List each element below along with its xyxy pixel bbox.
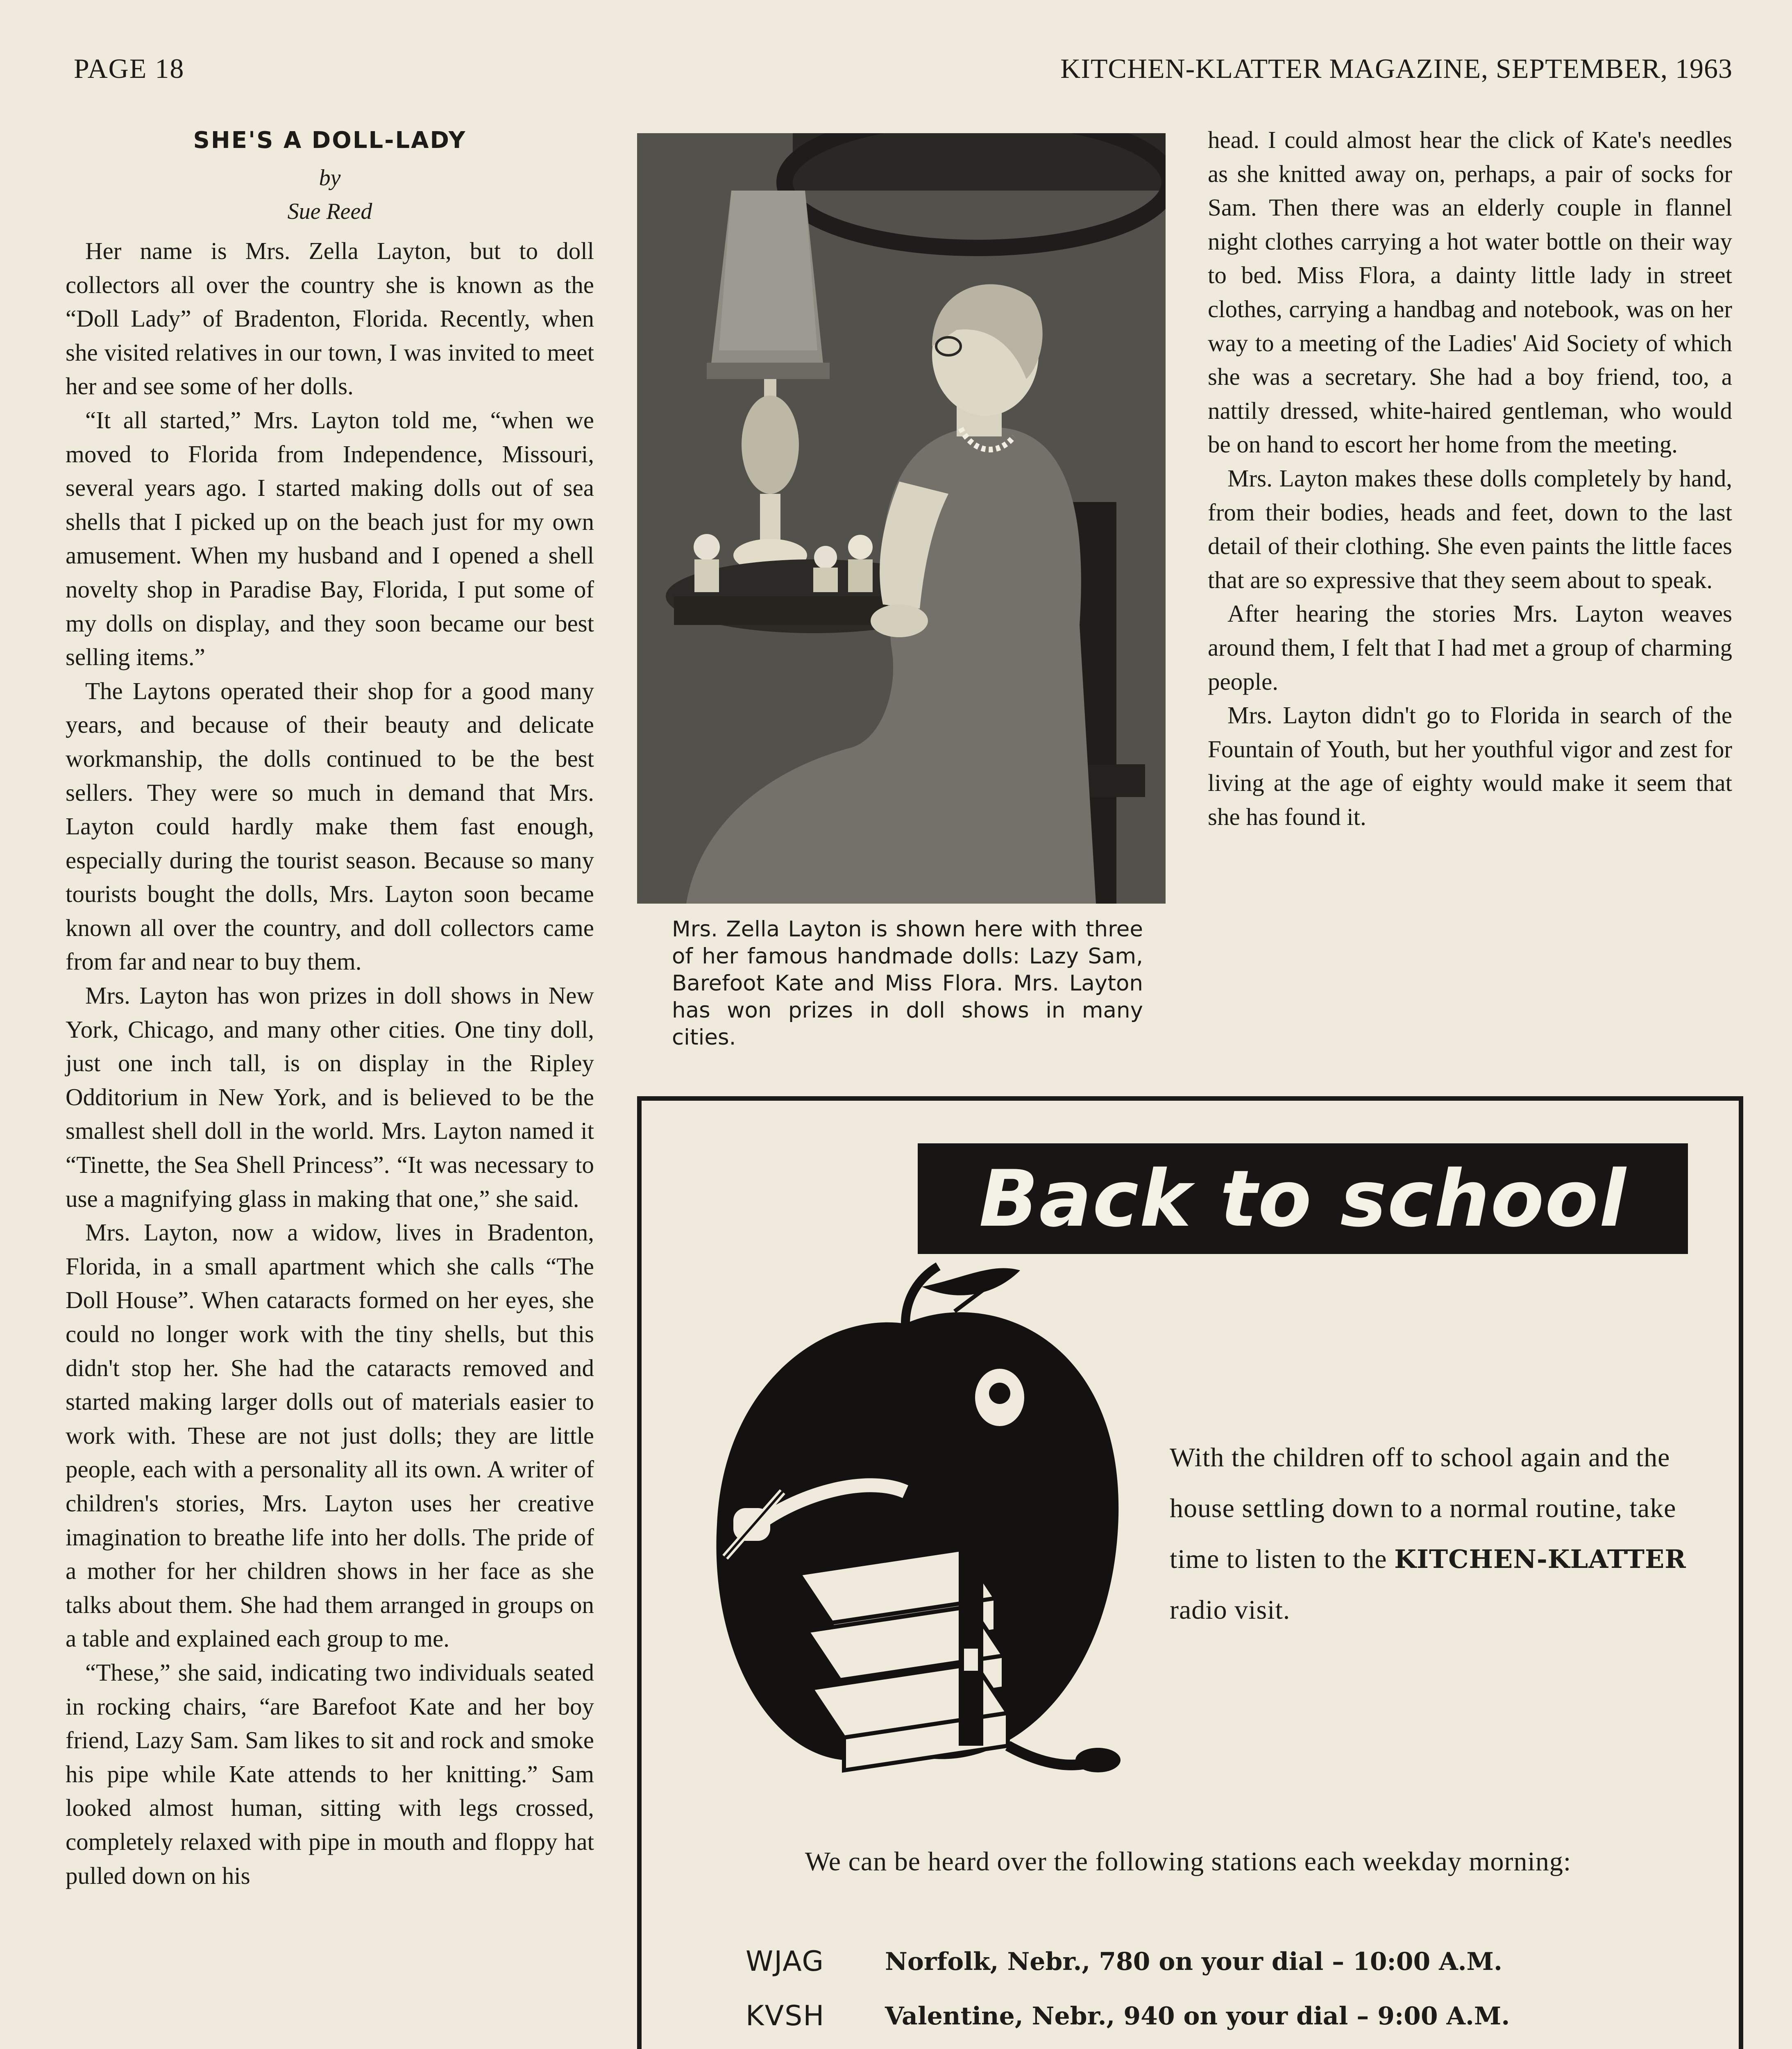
article-paragraph: Mrs. Layton has won prizes in doll shows in New York, Chicago, and many other cities. One tiny doll, just one inch tall, is on display in the Ripley Odditorium in New York, and is believed to be the smallest shell doll in the world. Mrs. Layton named it “Tinette, the Sea Shell Princess”. “It was necessary to use a magnifying glass in making that one,” she said. (66, 982, 594, 1212)
back-to-school-title: Back to school (979, 1153, 1627, 1244)
ad-intro-before: With the children off to school again and the house settling down to a normal routine, take time to listen to the (1170, 1442, 1676, 1574)
station-row (746, 1989, 1647, 2043)
article-paragraph: Mrs. Layton, now a widow, lives in Bradenton, Florida, in a small apartment which she calls “The Doll House”. When cataracts formed on her eyes, she could no longer work with the tiny shells, but this didn't stop her. She had the cataracts removed and started making larger dolls out of materials easier to work with. These are not just dolls; they are little people, each with a personality all its own. A writer of children's stories, Mrs. Layton uses her creative imagination to breathe life into her dolls. The pride of a mother for her children shows in her face as she talks about them. She had them arranged in groups on a table and explained each group to me. (66, 1219, 594, 1652)
ad-intro-after: radio visit. (1170, 1595, 1291, 1625)
article-paragraph: After hearing the stories Mrs. Layton weaves around them, I felt that I had met a group of charming people. (1208, 600, 1732, 695)
article-paragraph: “It all started,” Mrs. Layton told me, “when we moved to Florida from Independence, Missouri, several years ago. I started making dolls out of sea shells that I picked up on the beach just for my own amusement. When my husband and I opened a shell novelty shop in Paradise Bay, Florida, I put some of my dolls on display, and they soon became our best selling items.” (66, 406, 594, 671)
ad-intro-text (1170, 1432, 1702, 1636)
station-row (746, 1934, 1647, 1989)
station-row (746, 2043, 1647, 2049)
article-paragraph: head. I could almost hear the click of Kate's needles as she knitted away on, perhaps, a pair of socks for Sam. Then there was an elderly couple in flannel night clothes carrying a hot water bottle on their way to bed. Miss Flora, a dainty little lady in street clothes, carrying a handbag and notebook, was on her way to a meeting of the Ladies' Aid Society of which she was a secretary. She had a boy friend, too, a nattily dressed, white-haired gentleman, who would be on hand to escort her home from the meeting. (1208, 126, 1732, 458)
byline-by: by (319, 165, 341, 191)
article-title: SHE'S A DOLL-LADY (193, 127, 467, 154)
photo-illustration (637, 133, 1166, 904)
ad-intro-brand: KITCHEN-KLATTER (1394, 1544, 1686, 1574)
article-right-column (1208, 123, 1732, 834)
article-paragraph: Mrs. Layton makes these dolls completely by hand, from their bodies, heads and feet, down to the last detail of their clothing. She even paints the little faces that are so expressive that they seem about to speak. (1208, 464, 1732, 593)
photo-caption: Mrs. Zella Layton is shown here with three of her famous handmade dolls: Lazy Sam, Barefoot Kate and Miss Flora. Mrs. Layton has won prizes in doll shows in many cities. (672, 917, 1143, 1050)
article-paragraph: Mrs. Layton didn't go to Florida in search of the Fountain of Youth, but her youthful vigor and zest for living at the age of eighty would make it seem that she has found it. (1208, 702, 1732, 830)
station-call-sign: KVSH (746, 2000, 825, 2032)
page-number: PAGE 18 (74, 53, 185, 84)
article-photo (637, 133, 1166, 904)
apple-books-illustration (676, 1262, 1147, 1820)
back-to-school-banner (918, 1143, 1688, 1254)
byline-author: Sue Reed (287, 199, 372, 224)
apple-icon (676, 1262, 1147, 1820)
article-paragraph: Her name is Mrs. Zella Layton, but to doll collectors all over the country she is known as the “Doll Lady” of Bradenton, Florida. Recently, when she visited relatives in our town, I was invited to meet her and see some of her dolls. (66, 237, 594, 400)
article-paragraph: “These,” she said, indicating two individuals seated in rocking chairs, “are Barefoot Kate and her boy friend, Lazy Sam. Sam likes to sit and rock and smoke his pipe while Kate attends to her knitting.” Sam looked almost human, sitting with legs crossed, completely relaxed with pipe in mouth and floppy hat pulled down on his (66, 1658, 594, 1889)
article-left-column (66, 127, 594, 1892)
station-detail: Valentine, Nebr., 940 on your dial – 9:00 A.M. (885, 2001, 1510, 2031)
station-detail: Norfolk, Nebr., 780 on your dial – 10:00 A.M. (885, 1947, 1502, 1976)
stations-heading: We can be heard over the following stations each weekday morning: (805, 1847, 1572, 1876)
article-paragraph: The Laytons operated their shop for a good many years, and because of their beauty and delicate workmanship, the dolls continued to be the best sellers. They were so much in demand that Mrs. Layton could hardly make them fast enough, especially during the tourist season. Because so many tourists bought the dolls, Mrs. Layton soon became known all over the country, and doll collectors came from far and near to buy them. (66, 677, 594, 975)
station-call-sign: WJAG (746, 1945, 825, 1978)
magazine-masthead: KITCHEN-KLATTER MAGAZINE, SEPTEMBER, 1963 (1060, 53, 1733, 84)
station-list (746, 1934, 1647, 2049)
